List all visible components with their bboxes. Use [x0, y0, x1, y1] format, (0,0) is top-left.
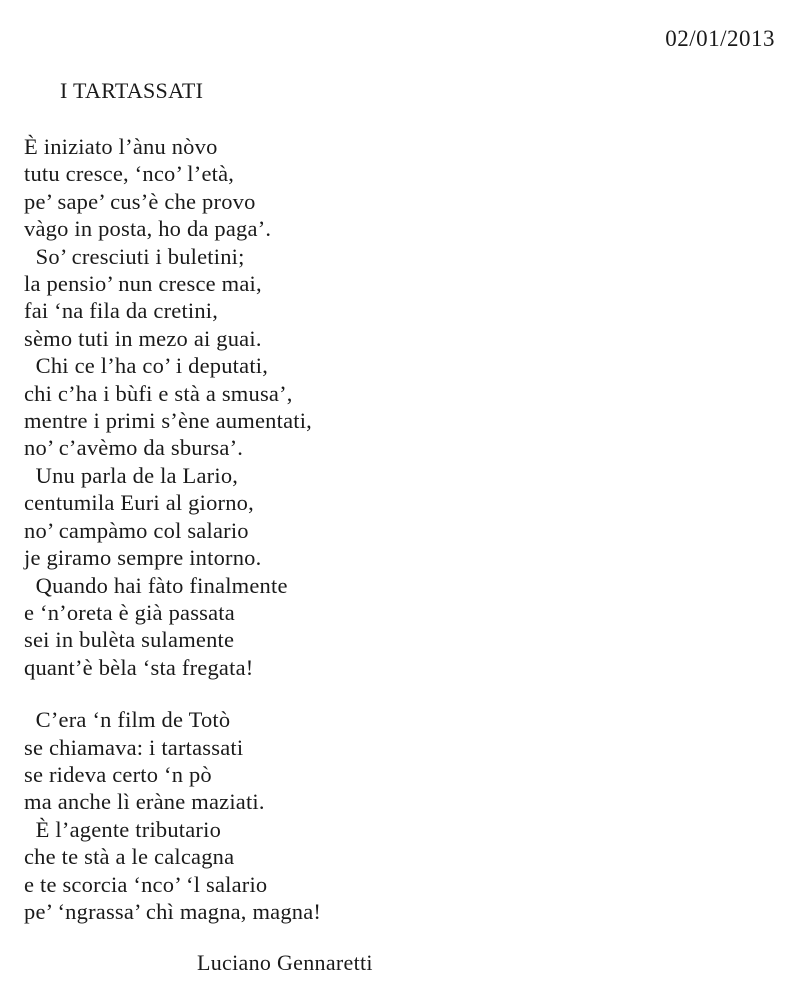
poem-line: Chi ce l’ha co’ i deputati,: [24, 353, 269, 379]
poem-body: [24, 133, 764, 925]
poem-line: no’ campàmo col salario: [24, 517, 249, 543]
poem-line: che te stà a le calcagna: [24, 844, 235, 870]
poem-line: se rideva certo ‘n pò: [24, 761, 212, 787]
poem-line: È l’agente tributario: [24, 816, 222, 842]
stanza-2: [24, 706, 764, 925]
poem-line: ma anche lì eràne maziati.: [24, 789, 265, 815]
poem-line: È iniziato l’ànu nòvo: [24, 134, 218, 159]
author-signature: Luciano Gennaretti: [197, 950, 373, 975]
poem-line: centumila Euri al giorno,: [24, 490, 254, 516]
poem-line: e te scorcia ‘nco’ ‘l salario: [24, 871, 268, 897]
poem-line: e ‘n’oreta è già passata: [24, 599, 235, 625]
poem-line: sèmo tuti in mezo ai guai.: [24, 325, 262, 351]
poem-line: la pensio’ nun cresce mai,: [24, 271, 262, 297]
poem-line: je giramo sempre intorno.: [24, 545, 262, 571]
poem-line: C’era ‘n film de Totò: [24, 707, 231, 733]
poem-line: se chiamava: i tartassati: [24, 734, 244, 760]
document-date: 02/01/2013: [665, 26, 775, 51]
poem-line: sei in bulèta sulamente: [24, 627, 235, 653]
poem-line: quant’è bèla ‘sta fregata!: [24, 654, 254, 680]
poem-line: Quando hai fàto finalmente: [24, 572, 288, 598]
poem-title: I TARTASSATI: [60, 78, 204, 103]
poem-line: fai ‘na fila da cretini,: [24, 298, 219, 324]
poem-line: pe’ sape’ cus’è che provo: [24, 188, 256, 214]
poem-line: chi c’ha i bùfi e stà a smusa’,: [24, 380, 293, 406]
poem-line: pe’ ‘ngrassa’ chì magna, magna!: [24, 898, 322, 924]
poem-line: Unu parla de la Lario,: [24, 462, 239, 488]
poem-line: mentre i primi s’ène aumentati,: [24, 408, 312, 434]
poem-line: vàgo in posta, ho da paga’.: [24, 216, 272, 242]
stanza-1: [24, 133, 764, 681]
poem-line: So’ cresciuti i buletini;: [24, 243, 245, 269]
poem-line: tutu cresce, ‘nco’ l’età,: [24, 161, 235, 187]
poem-line: no’ c’avèmo da sbursa’.: [24, 435, 244, 461]
